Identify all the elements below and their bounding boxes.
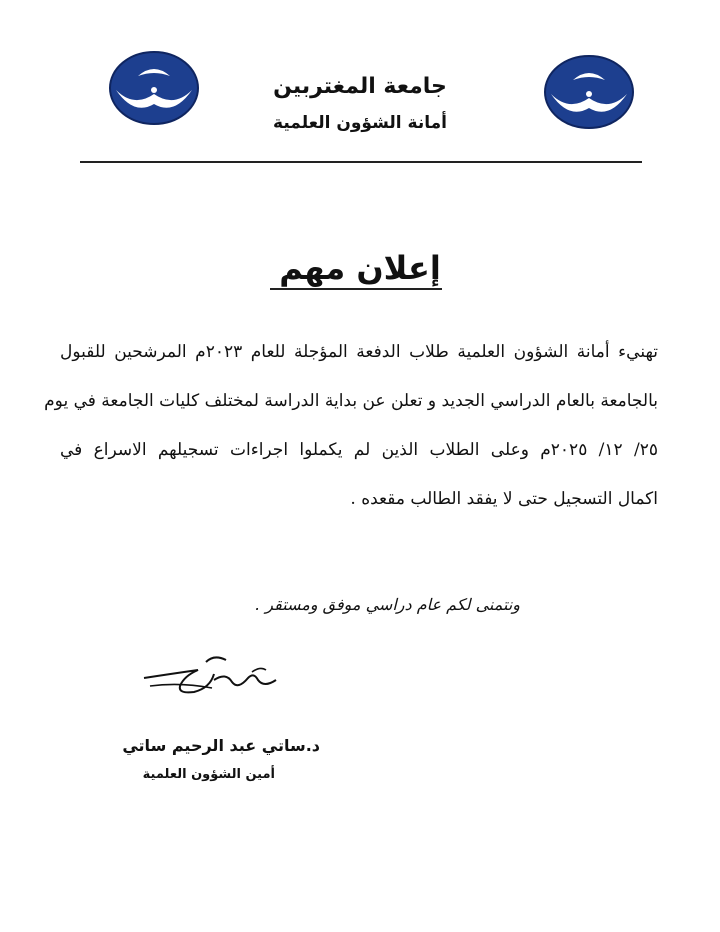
announcement-title: إعلان مهم	[279, 249, 441, 287]
body-line-2: بالجامعة بالعام الدراسي الجديد و تعلن عن بداية الدراسة لمختلف كليات الجامعة في يوم	[44, 391, 658, 411]
university-logo-left	[108, 50, 200, 126]
body-line-1: تهنيء أمانة الشؤون العلمية طلاب الدفعة المؤجلة للعام ٢٠٢٣م المرشحين للقبول	[60, 342, 659, 362]
announcement-body	[44, 328, 659, 524]
body-line-3: ٢٥/ ١٢/ ٢٠٢٥م وعلى الطلاب الذين لم يكملوا اجراءات تسجيلهم الاسراع في	[60, 440, 658, 460]
signatory-title: أمين الشؤون العلمية	[142, 767, 275, 782]
body-line-4: اكمال التسجيل حتى لا يفقد الطالب مقعده .	[350, 489, 658, 509]
signatory-name: د.ساتي عبد الرحيم ساتي	[122, 736, 320, 755]
department-name: أمانة الشؤون العلمية	[273, 113, 447, 133]
university-logo-right	[543, 54, 635, 130]
university-name: جامعة المغتربين	[273, 74, 447, 99]
handwritten-signature	[140, 650, 290, 698]
closing-wishes: ونتمنى لكم عام دراسي موفق ومستقر .	[255, 595, 520, 614]
header-divider	[80, 161, 642, 163]
letterhead	[230, 72, 490, 136]
title-underline	[270, 288, 442, 290]
